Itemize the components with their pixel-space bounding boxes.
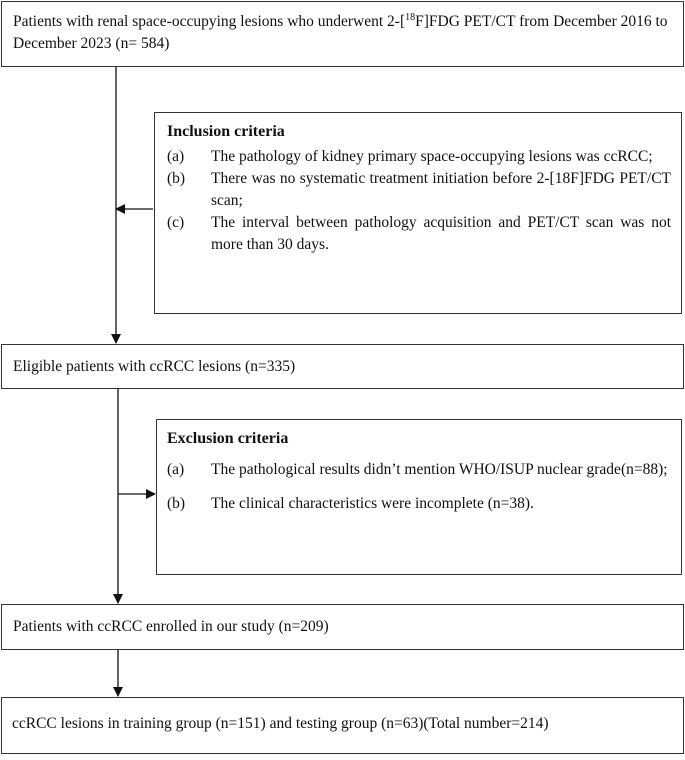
- enrolled-patients-box: [1, 604, 684, 650]
- inclusion-item-label: (b): [167, 170, 186, 187]
- inclusion-item-text: The pathology of kidney primary space-occupying lesions was ccRCC;: [211, 148, 653, 165]
- inclusion-item-text: The interval between pathology acquisition and PET/CT scan was not more than 30 days.: [211, 214, 671, 253]
- inclusion-item-text: There was no systematic treatment initiation before 2-[18F]FDG PET/CT scan;: [211, 170, 671, 209]
- initial-patients-text-a: Patients with renal space-occupying lesions who underwent 2-[: [13, 13, 406, 30]
- inclusion-item-label: (c): [167, 214, 185, 231]
- initial-patients-box: [1, 1, 684, 67]
- exclusion-item-label: (a): [167, 461, 185, 478]
- inclusion-item-label: (a): [167, 148, 185, 165]
- lesions-split-box: [1, 697, 684, 754]
- isotope-superscript: 18: [405, 12, 416, 23]
- inclusion-item-a: [167, 146, 671, 168]
- exclusion-item-a: [167, 453, 671, 487]
- enrolled-patients-text: Patients with ccRCC enrolled in our study (n=209): [13, 618, 329, 635]
- exclusion-criteria-box: [156, 419, 682, 575]
- inclusion-criteria-box: [154, 112, 682, 314]
- exclusion-item-b: [167, 487, 671, 521]
- eligible-patients-text: Eligible patients with ccRCC lesions (n=335): [13, 358, 296, 375]
- lesions-split-text: ccRCC lesions in training group (n=151) and testing group (n=63)(Total number=214): [12, 715, 549, 732]
- inclusion-item-c: [167, 212, 671, 256]
- inclusion-item-b: [167, 168, 671, 212]
- inclusion-heading: Inclusion criteria: [167, 123, 285, 140]
- exclusion-item-text: The clinical characteristics were incomplete (n=38).: [211, 495, 534, 512]
- initial-patients-text-b: F]FDG PET/CT from December 2016 to December 2023 (n= 584): [13, 13, 668, 52]
- eligible-patients-box: [1, 344, 684, 389]
- exclusion-heading: Exclusion criteria: [167, 430, 289, 447]
- exclusion-item-text: The pathological results didn’t mention WHO/ISUP nuclear grade(n=88);: [211, 461, 668, 478]
- exclusion-item-label: (b): [167, 495, 186, 512]
